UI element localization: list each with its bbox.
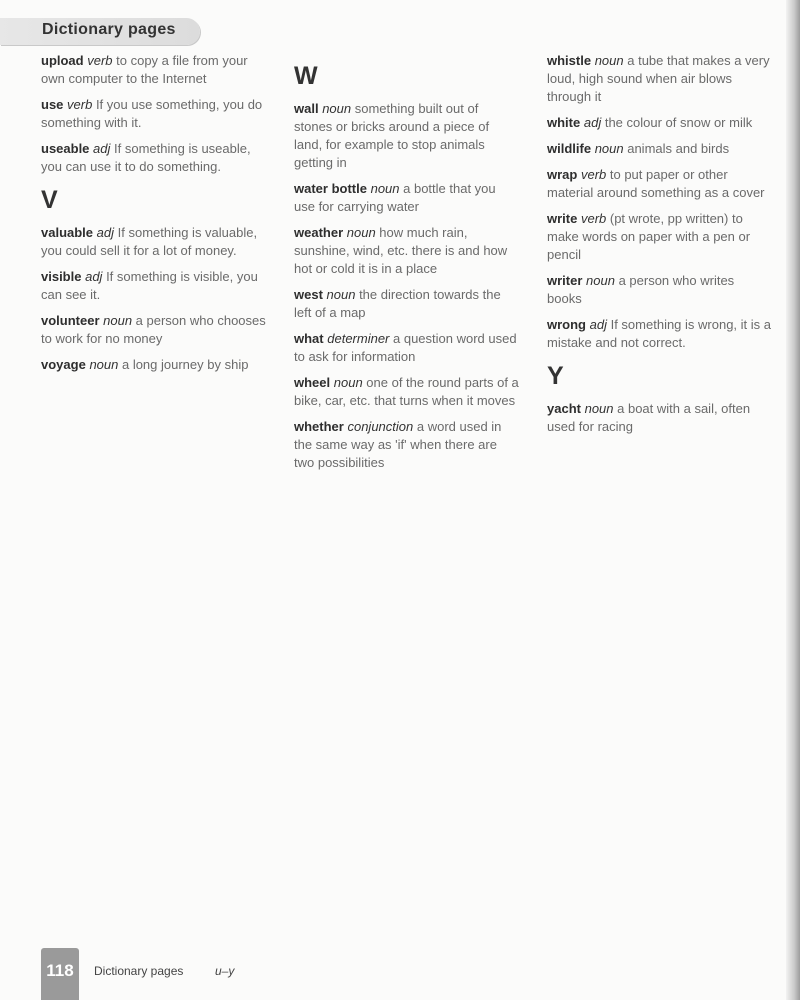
letter-heading: V	[41, 186, 58, 214]
dictionary-entry	[41, 224, 266, 260]
headword: wildlife	[547, 141, 592, 156]
part-of-speech: determiner	[327, 331, 390, 346]
definition: a person who writes books	[547, 273, 735, 306]
part-of-speech: noun	[594, 53, 624, 68]
definition: one of the round parts of a bike, car, etc. that turns when it moves	[294, 375, 519, 408]
dictionary-column-2	[294, 52, 519, 480]
headword: wheel	[294, 375, 331, 390]
definition: to put paper or other material around something as a cover	[547, 167, 765, 200]
headword: voyage	[41, 357, 86, 372]
definition: If something is wrong, it is a mistake and not correct.	[547, 317, 771, 350]
dictionary-column-3	[547, 52, 772, 444]
dictionary-entry	[547, 272, 772, 308]
definition: If something is valuable, you could sell it for a lot of money.	[41, 225, 258, 258]
part-of-speech: verb	[67, 97, 93, 112]
headword: wall	[294, 101, 319, 116]
dictionary-entry	[547, 114, 772, 132]
part-of-speech: adj	[85, 269, 103, 284]
headword: what	[294, 331, 324, 346]
book-spine-shadow	[786, 0, 800, 1000]
headword: valuable	[41, 225, 94, 240]
dictionary-entry	[547, 140, 772, 158]
dictionary-entry	[41, 312, 266, 348]
definition: a word used in the same way as 'if' when there are two possibilities	[294, 419, 502, 470]
part-of-speech: adj	[93, 141, 111, 156]
dictionary-column-1	[41, 52, 266, 382]
dictionary-entry	[547, 210, 772, 264]
dictionary-entry	[41, 140, 266, 176]
section-title: Dictionary pages	[42, 21, 176, 38]
headword: water bottle	[294, 181, 367, 196]
dictionary-entry	[294, 374, 519, 410]
dictionary-entry	[547, 316, 772, 352]
definition: a person who chooses to work for no money	[41, 313, 266, 346]
definition: how much rain, sunshine, wind, etc. there is and how hot or cold it is in a place	[294, 225, 508, 276]
part-of-speech: adj	[589, 317, 607, 332]
letter-heading: W	[294, 62, 318, 90]
definition: (pt wrote, pp written) to make words on paper with a pen or pencil	[547, 211, 751, 262]
definition: a tube that makes a very loud, high sound when air blows through it	[547, 53, 770, 104]
dictionary-entry	[547, 52, 772, 106]
headword: whistle	[547, 53, 592, 68]
headword: upload	[41, 53, 84, 68]
part-of-speech: verb	[580, 211, 607, 226]
definition: a bottle that you use for carrying water	[294, 181, 496, 214]
dictionary-entry	[294, 418, 519, 472]
headword: writer	[547, 273, 583, 288]
definition: If something is useable, you can use it to do something.	[41, 141, 251, 174]
part-of-speech: noun	[333, 375, 363, 390]
definition: a question word used to ask for information	[294, 331, 517, 364]
dictionary-entry	[294, 180, 519, 216]
headword: whether	[294, 419, 344, 434]
footer-label: Dictionary pages	[94, 964, 184, 978]
dictionary-entry	[547, 400, 772, 436]
dictionary-entry	[41, 356, 266, 374]
definition: a long journey by ship	[118, 357, 249, 372]
definition: If you use something, you do something with it.	[41, 97, 263, 130]
definition: If something is visible, you can see it.	[41, 269, 258, 302]
part-of-speech: noun	[346, 225, 376, 240]
headword: wrap	[547, 167, 578, 182]
dictionary-entry	[294, 286, 519, 322]
headword: white	[547, 115, 581, 130]
definition: something built out of stones or bricks around a piece of land, for example to stop animals getting in	[294, 101, 490, 170]
dictionary-entry	[294, 100, 519, 172]
part-of-speech: adj	[96, 225, 115, 240]
letter-heading: Y	[547, 362, 564, 390]
definition: animals and birds	[623, 141, 730, 156]
part-of-speech: noun	[586, 273, 615, 288]
dictionary-entry	[41, 52, 266, 88]
dictionary-entry	[41, 268, 266, 304]
dictionary-entry	[41, 96, 266, 132]
part-of-speech: conjunction	[347, 419, 414, 434]
part-of-speech: noun	[326, 287, 356, 302]
part-of-speech: noun	[103, 313, 133, 328]
headword: write	[547, 211, 578, 226]
dictionary-entry	[294, 224, 519, 278]
definition: the colour of snow or milk	[601, 115, 753, 130]
definition: a boat with a sail, often used for racing	[547, 401, 751, 434]
footer-letter-range: u–y	[215, 964, 235, 978]
headword: volunteer	[41, 313, 100, 328]
headword: weather	[294, 225, 344, 240]
part-of-speech: verb	[580, 167, 607, 182]
headword: visible	[41, 269, 82, 284]
headword: use	[41, 97, 64, 112]
part-of-speech: noun	[89, 357, 119, 372]
section-header-tab	[0, 18, 200, 45]
headword: west	[294, 287, 323, 302]
part-of-speech: noun	[594, 141, 624, 156]
definition: to copy a file from your own computer to the Internet	[41, 53, 248, 86]
headword: useable	[41, 141, 90, 156]
page-number: 118	[41, 948, 79, 1000]
part-of-speech: verb	[87, 53, 113, 68]
part-of-speech: adj	[583, 115, 602, 130]
dictionary-entry	[547, 166, 772, 202]
part-of-speech: noun	[584, 401, 614, 416]
part-of-speech: noun	[370, 181, 400, 196]
definition: the direction towards the left of a map	[294, 287, 501, 320]
dictionary-entry	[294, 330, 519, 366]
headword: wrong	[547, 317, 586, 332]
headword: yacht	[547, 401, 581, 416]
part-of-speech: noun	[322, 101, 352, 116]
